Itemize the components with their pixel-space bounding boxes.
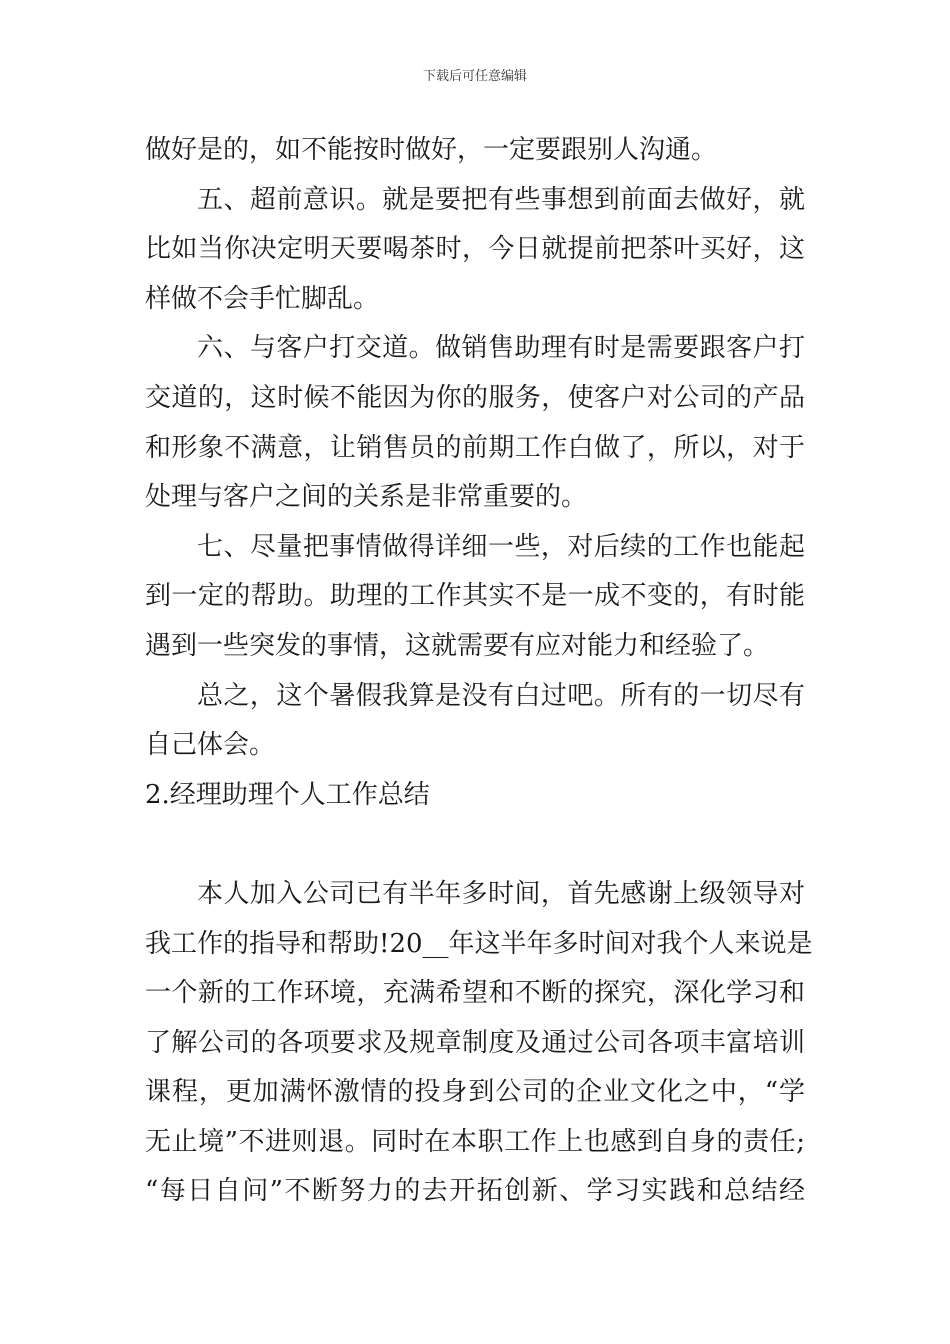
text-line: 我工作的指导和帮助!20__年这半年多时间对我个人来说是 xyxy=(145,928,813,959)
blank-line xyxy=(145,820,805,870)
paragraph-start-line: 五、超前意识。就是要把有些事想到前面去做好，就 xyxy=(197,184,805,215)
text-line: 课程，更加满怀激情的投身到公司的企业文化之中，“学 xyxy=(145,1077,805,1108)
text-line: 无止境”不进则退。同时在本职工作上也感到自身的责任; xyxy=(145,1126,805,1157)
text-line: 样做不会手忙脚乱。 xyxy=(145,283,380,314)
text-line: 自己体会。 xyxy=(145,730,276,761)
text-line: “每日自问”不断努力的去开拓创新、学习实践和总结经 xyxy=(145,1176,805,1207)
text-line: 到一定的帮助。助理的工作其实不是一成不变的，有时能 xyxy=(145,581,805,612)
section-heading: 2.经理助理个人工作总结 xyxy=(145,779,430,810)
text-line: 比如当你决定明天要喝茶时，今日就提前把茶叶买好，这 xyxy=(145,234,805,265)
paragraph-start-line: 本人加入公司已有半年多时间，首先感谢上级领导对 xyxy=(197,878,805,909)
text-line: 和形象不满意，让销售员的前期工作白做了，所以，对于 xyxy=(145,432,805,463)
paragraph-start-line: 总之，这个暑假我算是没有白过吧。所有的一切尽有 xyxy=(197,680,805,711)
paragraph-start-line: 六、与客户打交道。做销售助理有时是需要跟客户打 xyxy=(197,333,805,364)
text-line: 了解公司的各项要求及规章制度及通过公司各项丰富培训 xyxy=(145,1027,805,1058)
text-line: 处理与客户之间的关系是非常重要的。 xyxy=(145,482,588,513)
page-header: 下载后可任意编辑 xyxy=(422,69,527,84)
text-line: 交道的，这时候不能因为你的服务，使客户对公司的产品 xyxy=(145,382,805,413)
document-body xyxy=(145,126,813,1217)
paragraph-start-line: 七、尽量把事情做得详细一些，对后续的工作也能起 xyxy=(197,531,805,562)
text-line: 遇到一些突发的事情，这就需要有应对能力和经验了。 xyxy=(145,630,770,661)
text-line: 一个新的工作环境，充满希望和不断的探究，深化学习和 xyxy=(145,978,805,1009)
text-line: 做好是的，如不能按时做好，一定要跟别人沟通。 xyxy=(145,135,718,165)
